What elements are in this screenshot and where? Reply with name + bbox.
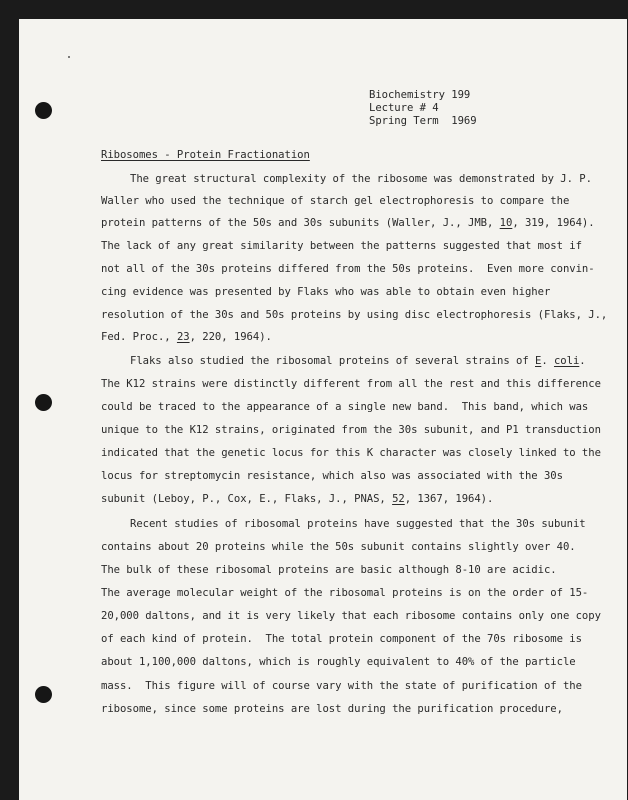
p2-line-2: The K12 strains were distinctly different from all the rest and this difference (101, 378, 601, 390)
p1-line-1: The great structural complexity of the ribosome was demonstrated by J. P. (130, 173, 592, 185)
p2-line-7-end: , 1367, 1964). (404, 493, 494, 505)
p1-line-4: The lack of any great similarity between the patterns suggested that most if (101, 240, 582, 252)
p3-line-9: ribosome, since some proteins are lost during the purification procedure, (101, 703, 563, 715)
p3-line-7: about 1,100,000 daltons, which is roughly equivalent to 40% of the particle (101, 656, 576, 668)
p1-volume-2: 23 (176, 331, 190, 343)
speck-mark (68, 56, 70, 58)
p2-line-5: indicated that the genetic locus for this K character was closely linked to the (101, 447, 601, 459)
p3-line-3: The bulk of these ribosomal proteins are basic although 8-10 are acidic. (101, 564, 557, 576)
p2-line-1-mid: . (541, 355, 554, 367)
p3-line-4: The average molecular weight of the ribosomal proteins is on the order of 15- (101, 587, 589, 599)
p2-line-1-end: . (579, 355, 586, 367)
p3-line-5: 20,000 daltons, and it is very likely that each ribosome contains only one copy (101, 610, 601, 622)
p3-line-6: of each kind of protein. The total protein component of the 70s ribosome is (101, 633, 582, 645)
p1-line-2: Waller who used the technique of starch gel electrophoresis to compare the (101, 195, 570, 207)
p1-line-6: cing evidence was presented by Flaks who was able to obtain even higher (101, 286, 551, 298)
p1-line-8 (101, 331, 272, 343)
p2-line-1-text: Flaks also studied the ribosomal proteins of several strains of (130, 355, 535, 367)
p2-line-7-text: subunit (Leboy, P., Cox, E., Flaks, J., PNAS, (101, 493, 393, 505)
p3-line-1: Recent studies of ribosomal proteins have suggested that the 30s subunit (130, 518, 586, 530)
term: Spring Term 1969 (369, 115, 477, 127)
p2-genus: E (535, 355, 542, 367)
page-title: Ribosomes - Protein Fractionation (101, 149, 310, 161)
p2-line-7 (101, 493, 493, 505)
punch-hole-top (35, 102, 52, 119)
p2-line-1 (130, 355, 586, 367)
p2-volume: 52 (392, 493, 405, 505)
course-name: Biochemistry 199 (369, 89, 471, 101)
p2-line-3: could be traced to the appearance of a single new band. This band, which was (101, 401, 589, 413)
p3-line-2: contains about 20 proteins while the 50s subunit contains slightly over 40. (101, 541, 576, 553)
lecture-number: Lecture # 4 (369, 102, 439, 114)
p1-line-7: resolution of the 30s and 50s proteins by using disc electrophoresis (Flaks, J., (101, 309, 608, 321)
p1-line-3-text: protein patterns of the 50s and 30s subunits (Waller, J., JMB, (101, 217, 500, 229)
p1-volume: 10 (499, 217, 513, 229)
p2-line-4: unique to the K12 strains, originated from the 30s subunit, and P1 transduction (101, 424, 601, 436)
p2-species: coli (553, 355, 580, 367)
punch-hole-bottom (35, 686, 52, 703)
p1-line-3-end: , 319, 1964). (512, 217, 595, 229)
p1-line-8-text: Fed. Proc., (101, 331, 177, 343)
p1-line-5: not all of the 30s proteins differed from the 50s proteins. Even more convin- (101, 263, 595, 275)
punch-hole-middle (35, 394, 52, 411)
p3-line-8: mass. This figure will of course vary with the state of purification of the (101, 680, 582, 692)
p1-line-3 (101, 217, 595, 229)
p2-line-6: locus for streptomycin resistance, which also was associated with the 30s (101, 470, 563, 482)
p1-line-8-end: , 220, 1964). (189, 331, 272, 343)
